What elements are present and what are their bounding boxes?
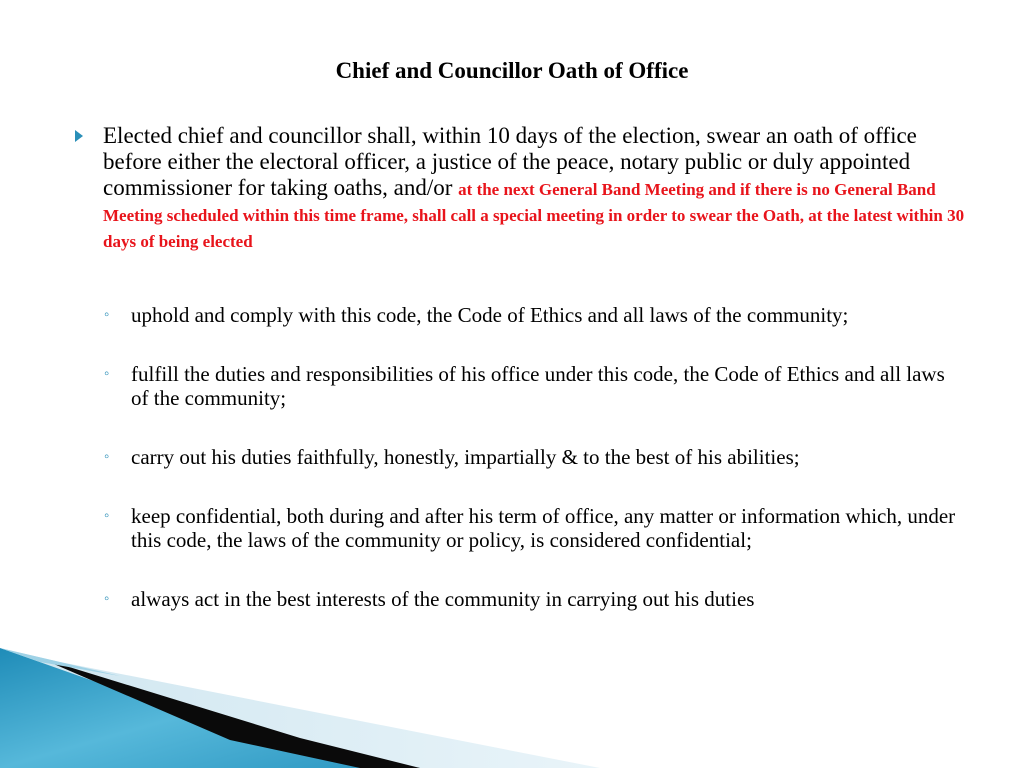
sub-bullet-item [104,445,964,469]
sub-bullet-text: always act in the best interests of the community in carrying out his duties [131,587,755,611]
sub-bullet-item [104,504,964,552]
sub-bullet-list [104,303,964,646]
triangle-right-icon [75,130,83,142]
main-bullet-text [103,123,965,253]
sub-bullet-text: carry out his duties faithfully, honestly, impartially & to the best of his abilities; [131,445,800,469]
main-bullet-plain-text: Elected chief and councillor shall, within 10 days of the election, swear an oath of office before either the electoral officer, a justice of the peace, notary public or duly appointed commissioner for taking oaths, and/or [103,123,917,200]
corner-blue-shape [0,648,420,768]
slide-title: Chief and Councillor Oath of Office [335,58,689,83]
circle-bullet-icon: ◦ [104,508,110,524]
sub-bullet-item [104,587,964,611]
sub-bullet-item [104,303,964,327]
circle-bullet-icon: ◦ [104,591,110,607]
corner-pale-shape [0,648,600,768]
sub-bullet-text: keep confidential, both during and after his term of office, any matter or information which, under this code, the laws of the community or policy, is considered confidential; [131,504,956,552]
circle-bullet-icon: ◦ [104,449,110,465]
sub-bullet-item [104,362,964,410]
circle-bullet-icon: ◦ [104,307,110,323]
circle-bullet-icon: ◦ [104,366,110,382]
main-bullet-highlight-text: at the next General Band Meeting and if there is no General Band Meeting scheduled within this time frame, shall call a special meeting in order to swear the Oath, at the latest within 30 days of being elected [103,180,965,251]
main-bullet [75,123,965,253]
sub-bullet-text: fulfill the duties and responsibilities of his office under this code, the Code of Ethics and all laws of the community; [131,362,945,410]
sub-bullet-text: uphold and comply with this code, the Code of Ethics and all laws of the community; [131,303,849,327]
corner-dark-stripe [40,658,420,768]
corner-light-sliver [0,648,120,676]
